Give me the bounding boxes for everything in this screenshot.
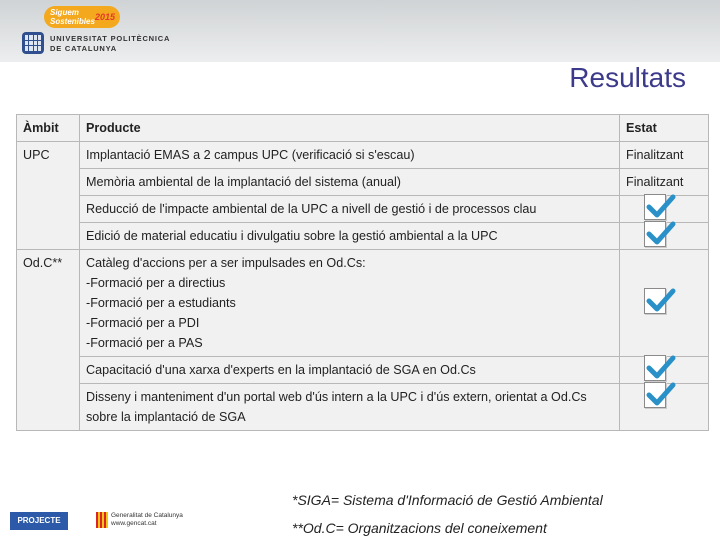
sostenibles-badge (44, 6, 120, 28)
checkmark-icon (642, 353, 672, 381)
table-row (17, 357, 709, 384)
header-producte: Producte (80, 115, 620, 142)
table-row (17, 384, 709, 431)
table-row (17, 142, 709, 169)
estat-cell (620, 142, 709, 169)
ambit-cell: UPC (17, 142, 80, 250)
table-row (17, 169, 709, 196)
producte-cell: Disseny i manteniment d'un portal web d'ús intern a la UPC i d'ús extern, orientat a Od.Cs sobre la implantació de SGA (80, 384, 620, 431)
table-row (17, 223, 709, 250)
estat-text: Finalitzant (626, 175, 684, 189)
estat-text: Finalitzant (626, 148, 684, 162)
table-header-row (17, 115, 709, 142)
estat-cell (620, 384, 709, 431)
table-row (17, 250, 709, 357)
producte-cell: Edició de material educatiu i divulgatiu sobre la gestió ambiental a la UPC (80, 223, 620, 250)
producte-cell: Capacitació d'una xarxa d'experts en la implantació de SGA en Od.Cs (80, 357, 620, 384)
producte-cell: Memòria ambiental de la implantació del sistema (anual) (80, 169, 620, 196)
producte-cell: Reducció de l'impacte ambiental de la UPC a nivell de gestió i de processos clau (80, 196, 620, 223)
upc-logo-icon (22, 32, 44, 54)
estat-cell (620, 223, 709, 250)
checkmark-icon (642, 219, 672, 247)
producte-cell: Catàleg d'accions per a ser impulsades en Od.Cs: -Formació per a directius -Formació per a estudiants -Formació per a PDI -Formació per a PAS (80, 250, 620, 357)
producte-cell: Implantació EMAS a 2 campus UPC (verificació si s'escau) (80, 142, 620, 169)
table-row (17, 196, 709, 223)
note-siga: *SIGA= Sistema d'Informació de Gestió Ambiental (292, 492, 603, 508)
generalitat-logo: Generalitat de Catalunya www.gencat.cat (96, 512, 183, 528)
header-ambit: Àmbit (17, 115, 80, 142)
badge-year: 2015 (94, 12, 115, 22)
estat-cell (620, 250, 709, 357)
senyera-icon (96, 512, 108, 528)
page-title: Resultats (569, 62, 686, 93)
ambit-cell: Od.C** (17, 250, 80, 431)
estat-text (620, 250, 708, 256)
header-estat: Estat (620, 115, 709, 142)
checkmark-icon (642, 192, 672, 220)
badge-line2: Sostenibles (50, 17, 95, 26)
checkmark-icon (642, 380, 672, 408)
projecte-emas-logo: PROJECTE EMAS (10, 512, 68, 530)
results-table (16, 114, 709, 431)
note-odc: **Od.C= Organitzacions del coneixement (292, 520, 547, 536)
badge-line1: Siguem (50, 8, 79, 17)
university-name: UNIVERSITAT POLITÈCNICA DE CATALUNYA (50, 34, 171, 53)
checkmark-icon (642, 286, 672, 314)
